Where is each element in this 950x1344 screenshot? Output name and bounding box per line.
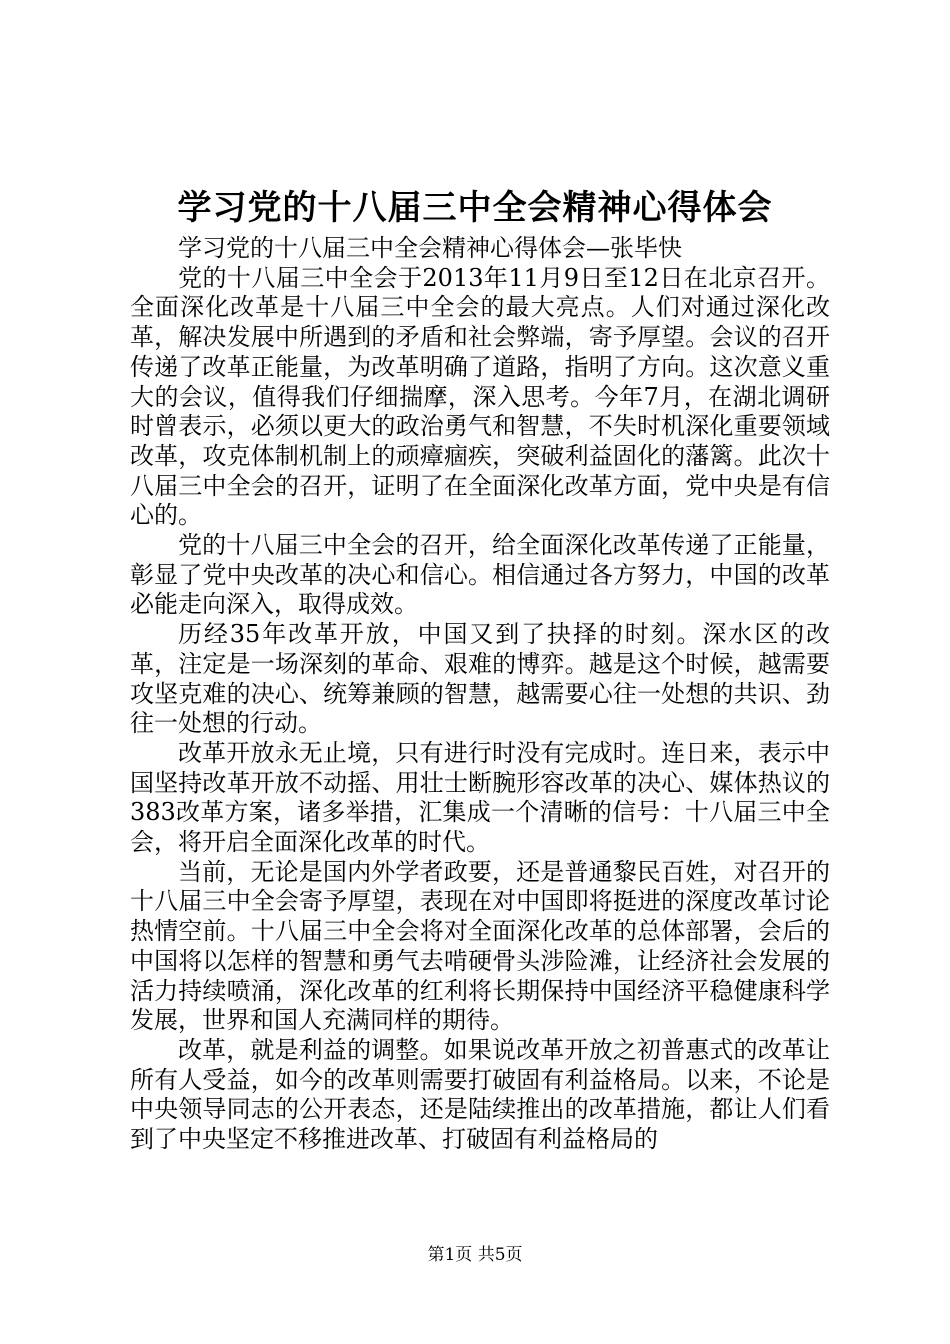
paragraph: 党的十八届三中全会的召开，给全面深化改革传递了正能量，彰显了党中央改革的决心和信心。相信通过各方努力，中国的改革必能走向深入，取得成效。: [130, 531, 830, 619]
paragraph: 党的十八届三中全会于2013年11月9日至12日在北京召开。全面深化改革是十八届三中全会的最大亮点。人们对通过深化改革，解决发展中所遇到的矛盾和社会弊端，寄予厚望。会议的召开传递了改革正能量，为改革明确了道路，指明了方向。这次意义重大的会议，值得我们仔细揣摩，深入思考。今年7月，在湖北调研时曾表示，必须以更大的政治勇气和智慧，不失时机深化重要领域改革，攻克体制机制上的顽瘴痼疾，突破利益固化的藩篱。此次十八届三中全会的召开，证明了在全面深化改革方面，党中央是有信心的。: [130, 263, 830, 530]
paragraph: 历经35年改革开放，中国又到了抉择的时刻。深水区的改革，注定是一场深刻的革命、艰难的博弈。越是这个时候，越需要攻坚克难的决心、统筹兼顾的智慧，越需要心往一处想的共识、劲往一处想的行动。: [130, 620, 830, 738]
paragraph: 当前，无论是国内外学者政要，还是普通黎民百姓，对召开的十八届三中全会寄予厚望，表现在对中国即将挺进的深度改革讨论热情空前。十八届三中全会将对全面深化改革的总体部署，会后的中国将以怎样的智慧和勇气去啃硬骨头涉险滩，让经济社会发展的活力持续喷涌，深化改革的红利将长期保持中国经济平稳健康科学发展，世界和国人充满同样的期待。: [130, 857, 830, 1035]
paragraph: 改革，就是利益的调整。如果说改革开放之初普惠式的改革让所有人受益，如今的改革则需要打破固有利益格局。以来，不论是中央领导同志的公开表态，还是陆续推出的改革措施，都让人们看到了中央坚定不移推进改革、打破固有利益格局的: [130, 1035, 830, 1154]
page-number-footer: 第1页 共5页: [427, 1245, 523, 1265]
document-title: 学习党的十八届三中全会精神心得体会: [177, 188, 773, 228]
paragraph-subtitle: 学习党的十八届三中全会精神心得体会—张毕快: [178, 234, 682, 262]
document-body: [130, 234, 830, 1155]
paragraph: 改革开放永无止境，只有进行时没有完成时。连日来，表示中国坚持改革开放不动摇、用壮士断腕形容改革的决心、媒体热议的383改革方案，诸多举措，汇集成一个清晰的信号：十八届三中全会，将开启全面深化改革的时代。: [130, 738, 830, 857]
